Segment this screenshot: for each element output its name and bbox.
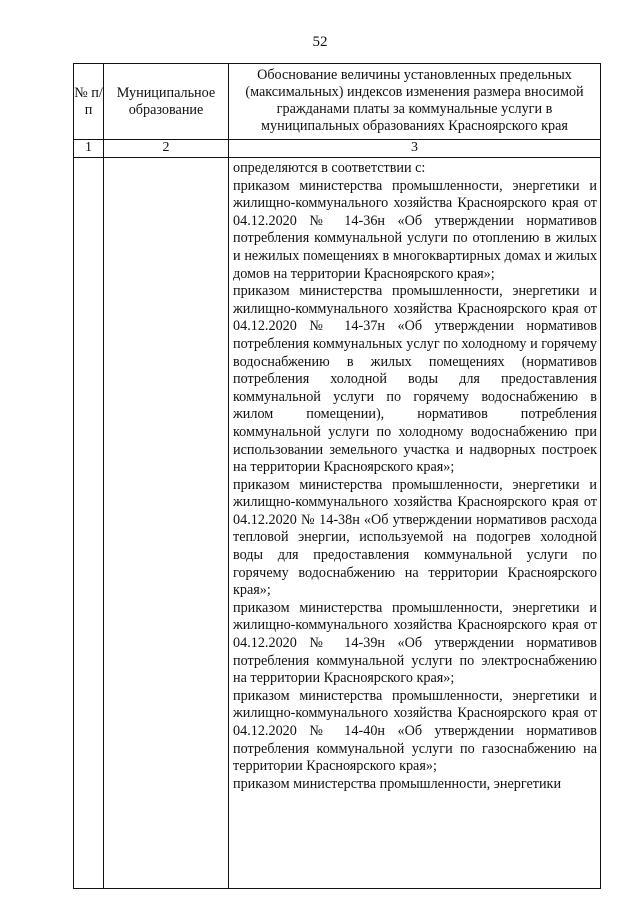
column-index-row (74, 140, 601, 158)
index-3: 3 (229, 140, 601, 158)
index-2: 2 (104, 140, 229, 158)
table-header-row (74, 64, 601, 140)
cell-municipality (104, 158, 229, 889)
paragraph: приказом министерства промышленности, энергетики и жилищно-коммунального хозяйства Красноярского края от 04.12.2020 № 14-37н «Об утверждении нормативов потребления коммунальных услуг по холодному и горячему водоснабжению в жилых помещениях (нормативов потребления холодной воды для предоставления коммунальной услуги по горячему водоснабжению в жилом помещении), нормативов потребления коммунальной услуги по холодному водоснабжению при использовании земельного участка и надворных построек на территории Красноярского края»; (233, 283, 597, 476)
page-number: 52 (312, 34, 328, 50)
header-number: № п/п (74, 64, 104, 140)
paragraph: приказом министерства промышленности, энергетики и жилищно-коммунального хозяйства Красноярского края от 04.12.2020 № 14-39н «Об утверждении нормативов потребления коммунальной услуги по электроснабжению на территории Красноярского края»; (233, 599, 597, 687)
header-justification: Обоснование величины установленных предельных (максимальных) индексов изменения размера вносимой гражданами платы за коммунальные услуги в муниципальных образованиях Красноярского края (229, 64, 601, 140)
index-1: 1 (74, 140, 104, 158)
paragraph: приказом министерства промышленности, энергетики и жилищно-коммунального хозяйства Красноярского края от 04.12.2020 № 14-38н «Об утверждении нормативов расхода тепловой энергии, используемой на подогрев холодной воды для предоставления коммунальной услуги по горячему водоснабжению на территории Красноярского края»; (233, 476, 597, 599)
paragraph: приказом министерства промышленности, энергетики и жилищно-коммунального хозяйства Красноярского края от 04.12.2020 № 14-40н «Об утверждении нормативов потребления коммунальной услуги по газоснабжению на территории Красноярского края»; (233, 687, 597, 775)
header-municipality: Муниципальное образование (104, 64, 229, 140)
cell-number (74, 158, 104, 889)
paragraph: приказом министерства промышленности, энергетики (233, 775, 562, 792)
table-row (74, 158, 601, 889)
paragraph: приказом министерства промышленности, энергетики и жилищно-коммунального хозяйства Красноярского края от 04.12.2020 № 14-36н «Об утверждении нормативов потребления коммунальной услуги по отоплению в жилых и нежилых помещениях в многоквартирных домах и жилых домов на территории Красноярского края»; (233, 177, 597, 282)
cell-justification (229, 158, 601, 889)
paragraph: определяются в соответствии с: (233, 160, 426, 176)
justification-table (73, 63, 601, 889)
justification-text (229, 158, 600, 888)
